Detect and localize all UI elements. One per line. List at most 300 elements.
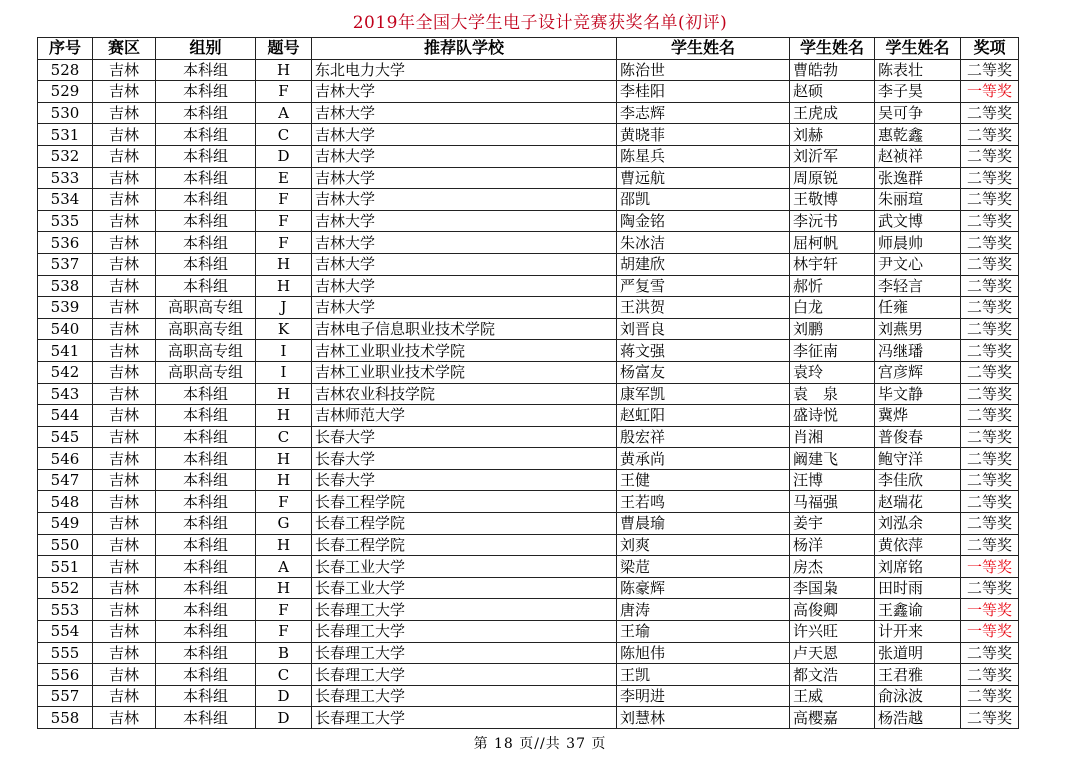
cell-student-3: 王君雅 — [875, 664, 961, 686]
cell-group: 本科组 — [156, 556, 256, 578]
cell-group: 本科组 — [156, 253, 256, 275]
cell-region: 吉林 — [93, 707, 156, 729]
cell-student-1: 康军凯 — [617, 383, 790, 405]
cell-region: 吉林 — [93, 491, 156, 513]
cell-index: 545 — [38, 426, 93, 448]
cell-student-3: 吴可争 — [875, 102, 961, 124]
cell-student-1: 曹远航 — [617, 167, 790, 189]
cell-student-1: 曹晨瑜 — [617, 513, 790, 535]
cell-region: 吉林 — [93, 340, 156, 362]
cell-student-2: 王虎成 — [790, 102, 875, 124]
cell-problem: B — [256, 642, 312, 664]
cell-region: 吉林 — [93, 534, 156, 556]
cell-school: 吉林大学 — [312, 232, 617, 254]
cell-region: 吉林 — [93, 297, 156, 319]
cell-index: 556 — [38, 664, 93, 686]
cell-school: 长春工程学院 — [312, 491, 617, 513]
table-row — [38, 448, 1019, 470]
table-row — [38, 491, 1019, 513]
cell-student-2: 赵硕 — [790, 81, 875, 103]
cell-award: 二等奖 — [961, 513, 1019, 535]
table-row — [38, 59, 1019, 81]
cell-student-1: 陈治世 — [617, 59, 790, 81]
table-row — [38, 513, 1019, 535]
cell-index: 536 — [38, 232, 93, 254]
cell-problem: F — [256, 210, 312, 232]
cell-group: 本科组 — [156, 642, 256, 664]
cell-region: 吉林 — [93, 469, 156, 491]
cell-award: 二等奖 — [961, 232, 1019, 254]
cell-index: 554 — [38, 621, 93, 643]
cell-student-1: 殷宏祥 — [617, 426, 790, 448]
cell-student-1: 李志辉 — [617, 102, 790, 124]
cell-student-3: 武文博 — [875, 210, 961, 232]
cell-region: 吉林 — [93, 664, 156, 686]
cell-group: 本科组 — [156, 707, 256, 729]
cell-student-3: 黄依萍 — [875, 534, 961, 556]
table-row — [38, 685, 1019, 707]
cell-student-1: 陶金铭 — [617, 210, 790, 232]
cell-problem: H — [256, 469, 312, 491]
cell-school: 长春理工大学 — [312, 707, 617, 729]
cell-index: 542 — [38, 361, 93, 383]
cell-student-3: 普俊春 — [875, 426, 961, 448]
cell-student-1: 刘晋良 — [617, 318, 790, 340]
cell-group: 高职高专组 — [156, 340, 256, 362]
cell-problem: I — [256, 361, 312, 383]
cell-school: 吉林大学 — [312, 253, 617, 275]
cell-problem: E — [256, 167, 312, 189]
cell-group: 本科组 — [156, 448, 256, 470]
cell-student-2: 王威 — [790, 685, 875, 707]
cell-group: 本科组 — [156, 513, 256, 535]
cell-region: 吉林 — [93, 81, 156, 103]
cell-award: 二等奖 — [961, 405, 1019, 427]
cell-award: 二等奖 — [961, 318, 1019, 340]
cell-student-2: 周原锐 — [790, 167, 875, 189]
cell-student-3: 毕文静 — [875, 383, 961, 405]
cell-student-1: 邵凯 — [617, 189, 790, 211]
cell-award: 二等奖 — [961, 491, 1019, 513]
cell-student-2: 白龙 — [790, 297, 875, 319]
cell-school: 长春工程学院 — [312, 534, 617, 556]
cell-student-2: 高樱嘉 — [790, 707, 875, 729]
col-header-student-2: 学生姓名 — [790, 38, 875, 60]
cell-index: 551 — [38, 556, 93, 578]
cell-school: 长春理工大学 — [312, 664, 617, 686]
cell-student-1: 王若鸣 — [617, 491, 790, 513]
table-row — [38, 405, 1019, 427]
cell-student-1: 赵虹阳 — [617, 405, 790, 427]
table-row — [38, 189, 1019, 211]
cell-region: 吉林 — [93, 124, 156, 146]
cell-school: 东北电力大学 — [312, 59, 617, 81]
cell-student-3: 张逸群 — [875, 167, 961, 189]
table-row — [38, 426, 1019, 448]
cell-student-1: 李明进 — [617, 685, 790, 707]
table-row — [38, 664, 1019, 686]
cell-index: 528 — [38, 59, 93, 81]
cell-problem: F — [256, 621, 312, 643]
cell-award: 二等奖 — [961, 210, 1019, 232]
cell-problem: H — [256, 577, 312, 599]
cell-index: 557 — [38, 685, 93, 707]
cell-student-1: 胡建欣 — [617, 253, 790, 275]
cell-group: 高职高专组 — [156, 297, 256, 319]
cell-student-2: 刘鹏 — [790, 318, 875, 340]
cell-index: 533 — [38, 167, 93, 189]
cell-student-2: 曹皓勃 — [790, 59, 875, 81]
cell-award: 二等奖 — [961, 707, 1019, 729]
cell-index: 552 — [38, 577, 93, 599]
cell-student-2: 郝忻 — [790, 275, 875, 297]
cell-student-2: 杨洋 — [790, 534, 875, 556]
cell-region: 吉林 — [93, 426, 156, 448]
cell-region: 吉林 — [93, 685, 156, 707]
cell-index: 553 — [38, 599, 93, 621]
cell-school: 吉林工业职业技术学院 — [312, 340, 617, 362]
cell-group: 本科组 — [156, 124, 256, 146]
cell-region: 吉林 — [93, 145, 156, 167]
cell-student-1: 严复雪 — [617, 275, 790, 297]
cell-school: 长春大学 — [312, 469, 617, 491]
cell-student-2: 李沅书 — [790, 210, 875, 232]
table-row — [38, 469, 1019, 491]
cell-group: 本科组 — [156, 210, 256, 232]
cell-problem: G — [256, 513, 312, 535]
cell-award: 二等奖 — [961, 664, 1019, 686]
cell-index: 537 — [38, 253, 93, 275]
cell-student-1: 陈豪辉 — [617, 577, 790, 599]
cell-student-2: 袁玲 — [790, 361, 875, 383]
cell-award: 二等奖 — [961, 297, 1019, 319]
cell-region: 吉林 — [93, 642, 156, 664]
table-row — [38, 577, 1019, 599]
cell-group: 本科组 — [156, 599, 256, 621]
cell-school: 长春理工大学 — [312, 599, 617, 621]
cell-problem: I — [256, 340, 312, 362]
cell-student-2: 袁 泉 — [790, 383, 875, 405]
cell-award: 二等奖 — [961, 642, 1019, 664]
table-row — [38, 318, 1019, 340]
cell-student-3: 刘泓余 — [875, 513, 961, 535]
cell-region: 吉林 — [93, 599, 156, 621]
cell-school: 吉林大学 — [312, 124, 617, 146]
cell-student-3: 田时雨 — [875, 577, 961, 599]
cell-problem: D — [256, 145, 312, 167]
cell-school: 吉林师范大学 — [312, 405, 617, 427]
cell-school: 吉林电子信息职业技术学院 — [312, 318, 617, 340]
cell-school: 长春大学 — [312, 426, 617, 448]
cell-group: 本科组 — [156, 405, 256, 427]
cell-school: 长春大学 — [312, 448, 617, 470]
table-row — [38, 102, 1019, 124]
col-header-region: 赛区 — [93, 38, 156, 60]
table-row — [38, 253, 1019, 275]
cell-group: 本科组 — [156, 664, 256, 686]
cell-problem: C — [256, 426, 312, 448]
cell-school: 长春工程学院 — [312, 513, 617, 535]
cell-student-2: 刘沂军 — [790, 145, 875, 167]
cell-region: 吉林 — [93, 577, 156, 599]
table-header-row — [38, 38, 1019, 60]
cell-student-1: 梁苊 — [617, 556, 790, 578]
cell-student-2: 林宇轩 — [790, 253, 875, 275]
cell-award: 二等奖 — [961, 145, 1019, 167]
cell-problem: F — [256, 491, 312, 513]
cell-group: 本科组 — [156, 621, 256, 643]
cell-problem: H — [256, 59, 312, 81]
cell-problem: H — [256, 448, 312, 470]
table-row — [38, 621, 1019, 643]
cell-student-3: 刘燕男 — [875, 318, 961, 340]
table-row — [38, 556, 1019, 578]
cell-award: 二等奖 — [961, 534, 1019, 556]
cell-group: 本科组 — [156, 59, 256, 81]
col-header-index: 序号 — [38, 38, 93, 60]
table-row — [38, 707, 1019, 729]
cell-school: 吉林工业职业技术学院 — [312, 361, 617, 383]
cell-group: 本科组 — [156, 426, 256, 448]
cell-index: 558 — [38, 707, 93, 729]
cell-region: 吉林 — [93, 405, 156, 427]
cell-group: 本科组 — [156, 534, 256, 556]
table-row — [38, 167, 1019, 189]
cell-award: 一等奖 — [961, 621, 1019, 643]
table-row — [38, 383, 1019, 405]
cell-school: 长春理工大学 — [312, 685, 617, 707]
cell-index: 540 — [38, 318, 93, 340]
cell-award: 二等奖 — [961, 426, 1019, 448]
cell-problem: F — [256, 189, 312, 211]
cell-student-2: 姜宇 — [790, 513, 875, 535]
cell-student-3: 尹文心 — [875, 253, 961, 275]
col-header-group: 组别 — [156, 38, 256, 60]
table-row — [38, 275, 1019, 297]
cell-student-2: 汪博 — [790, 469, 875, 491]
col-header-problem: 题号 — [256, 38, 312, 60]
cell-student-2: 都文浩 — [790, 664, 875, 686]
cell-index: 535 — [38, 210, 93, 232]
cell-problem: C — [256, 664, 312, 686]
cell-student-2: 李国枭 — [790, 577, 875, 599]
cell-student-1: 唐涛 — [617, 599, 790, 621]
table-row — [38, 599, 1019, 621]
cell-student-3: 计开来 — [875, 621, 961, 643]
cell-group: 本科组 — [156, 491, 256, 513]
cell-student-1: 刘慧林 — [617, 707, 790, 729]
cell-index: 550 — [38, 534, 93, 556]
cell-problem: K — [256, 318, 312, 340]
cell-school: 吉林大学 — [312, 189, 617, 211]
cell-student-1: 蒋文强 — [617, 340, 790, 362]
cell-award: 二等奖 — [961, 340, 1019, 362]
cell-problem: A — [256, 102, 312, 124]
page-footer: 第 18 页//共 37 页 — [473, 736, 607, 752]
cell-student-2: 马福强 — [790, 491, 875, 513]
cell-student-3: 鲍守洋 — [875, 448, 961, 470]
cell-group: 高职高专组 — [156, 318, 256, 340]
cell-student-2: 盛诗悦 — [790, 405, 875, 427]
cell-index: 530 — [38, 102, 93, 124]
cell-school: 吉林大学 — [312, 102, 617, 124]
cell-student-1: 王洪贺 — [617, 297, 790, 319]
cell-student-3: 杨浩越 — [875, 707, 961, 729]
cell-award: 二等奖 — [961, 577, 1019, 599]
cell-group: 本科组 — [156, 275, 256, 297]
cell-index: 549 — [38, 513, 93, 535]
cell-student-3: 宫彦辉 — [875, 361, 961, 383]
cell-region: 吉林 — [93, 361, 156, 383]
table-row — [38, 361, 1019, 383]
cell-region: 吉林 — [93, 556, 156, 578]
cell-student-1: 黄承尚 — [617, 448, 790, 470]
cell-student-2: 王敬博 — [790, 189, 875, 211]
cell-award: 二等奖 — [961, 189, 1019, 211]
cell-problem: A — [256, 556, 312, 578]
awards-table — [37, 37, 1019, 729]
cell-student-3: 王鑫谕 — [875, 599, 961, 621]
cell-problem: H — [256, 383, 312, 405]
cell-award: 二等奖 — [961, 102, 1019, 124]
cell-index: 543 — [38, 383, 93, 405]
cell-problem: D — [256, 707, 312, 729]
cell-student-3: 陈表壮 — [875, 59, 961, 81]
cell-region: 吉林 — [93, 448, 156, 470]
cell-student-2: 李征南 — [790, 340, 875, 362]
cell-problem: J — [256, 297, 312, 319]
cell-region: 吉林 — [93, 275, 156, 297]
cell-award: 二等奖 — [961, 383, 1019, 405]
cell-student-1: 陈旭伟 — [617, 642, 790, 664]
cell-award: 二等奖 — [961, 361, 1019, 383]
cell-region: 吉林 — [93, 102, 156, 124]
cell-student-2: 房杰 — [790, 556, 875, 578]
cell-region: 吉林 — [93, 167, 156, 189]
cell-index: 547 — [38, 469, 93, 491]
cell-school: 长春理工大学 — [312, 621, 617, 643]
cell-problem: C — [256, 124, 312, 146]
cell-region: 吉林 — [93, 621, 156, 643]
cell-student-3: 师晨帅 — [875, 232, 961, 254]
cell-student-3: 李轻言 — [875, 275, 961, 297]
cell-award: 一等奖 — [961, 81, 1019, 103]
cell-school: 长春工业大学 — [312, 577, 617, 599]
cell-school: 吉林大学 — [312, 145, 617, 167]
cell-group: 本科组 — [156, 102, 256, 124]
cell-group: 本科组 — [156, 383, 256, 405]
col-header-student-3: 学生姓名 — [875, 38, 961, 60]
cell-student-2: 阚建飞 — [790, 448, 875, 470]
cell-group: 本科组 — [156, 232, 256, 254]
cell-student-3: 朱丽瑄 — [875, 189, 961, 211]
cell-student-1: 黄晓菲 — [617, 124, 790, 146]
cell-index: 532 — [38, 145, 93, 167]
cell-student-3: 赵祯祥 — [875, 145, 961, 167]
cell-group: 本科组 — [156, 189, 256, 211]
cell-school: 吉林农业科技学院 — [312, 383, 617, 405]
cell-student-3: 冯继璠 — [875, 340, 961, 362]
cell-problem: H — [256, 253, 312, 275]
cell-index: 548 — [38, 491, 93, 513]
cell-group: 本科组 — [156, 145, 256, 167]
cell-region: 吉林 — [93, 189, 156, 211]
cell-group: 本科组 — [156, 81, 256, 103]
cell-index: 539 — [38, 297, 93, 319]
cell-student-3: 张道明 — [875, 642, 961, 664]
table-row — [38, 642, 1019, 664]
cell-group: 本科组 — [156, 685, 256, 707]
cell-award: 一等奖 — [961, 556, 1019, 578]
cell-student-3: 刘席铭 — [875, 556, 961, 578]
cell-problem: H — [256, 405, 312, 427]
cell-region: 吉林 — [93, 513, 156, 535]
cell-award: 二等奖 — [961, 59, 1019, 81]
cell-student-2: 许兴旺 — [790, 621, 875, 643]
cell-index: 529 — [38, 81, 93, 103]
page-title: 2019年全国大学生电子设计竞赛获奖名单(初评) — [352, 13, 728, 33]
table-row — [38, 210, 1019, 232]
cell-student-1: 王健 — [617, 469, 790, 491]
cell-student-3: 李佳欣 — [875, 469, 961, 491]
cell-student-3: 俞泳波 — [875, 685, 961, 707]
table-row — [38, 534, 1019, 556]
cell-group: 高职高专组 — [156, 361, 256, 383]
cell-school: 吉林大学 — [312, 210, 617, 232]
cell-award: 二等奖 — [961, 685, 1019, 707]
cell-index: 555 — [38, 642, 93, 664]
cell-index: 544 — [38, 405, 93, 427]
cell-index: 546 — [38, 448, 93, 470]
cell-student-1: 王凯 — [617, 664, 790, 686]
cell-region: 吉林 — [93, 318, 156, 340]
cell-group: 本科组 — [156, 577, 256, 599]
cell-problem: F — [256, 81, 312, 103]
cell-problem: H — [256, 534, 312, 556]
cell-problem: H — [256, 275, 312, 297]
col-header-school: 推荐队学校 — [312, 38, 617, 60]
cell-school: 吉林大学 — [312, 275, 617, 297]
cell-school: 长春工业大学 — [312, 556, 617, 578]
cell-student-1: 朱冰洁 — [617, 232, 790, 254]
cell-student-2: 卢天恩 — [790, 642, 875, 664]
cell-school: 长春理工大学 — [312, 642, 617, 664]
cell-student-2: 刘赫 — [790, 124, 875, 146]
cell-student-3: 惠乾鑫 — [875, 124, 961, 146]
cell-region: 吉林 — [93, 383, 156, 405]
cell-award: 二等奖 — [961, 167, 1019, 189]
cell-award: 二等奖 — [961, 469, 1019, 491]
cell-index: 534 — [38, 189, 93, 211]
cell-student-1: 陈星兵 — [617, 145, 790, 167]
cell-student-1: 李桂阳 — [617, 81, 790, 103]
cell-award: 二等奖 — [961, 253, 1019, 275]
cell-school: 吉林大学 — [312, 81, 617, 103]
col-header-student-1: 学生姓名 — [617, 38, 790, 60]
cell-student-3: 任雍 — [875, 297, 961, 319]
cell-student-3: 赵瑞花 — [875, 491, 961, 513]
cell-index: 538 — [38, 275, 93, 297]
table-row — [38, 81, 1019, 103]
cell-school: 吉林大学 — [312, 297, 617, 319]
table-row — [38, 124, 1019, 146]
cell-student-1: 杨富友 — [617, 361, 790, 383]
col-header-award: 奖项 — [961, 38, 1019, 60]
cell-award: 二等奖 — [961, 448, 1019, 470]
cell-student-3: 冀烨 — [875, 405, 961, 427]
table-row — [38, 297, 1019, 319]
cell-student-1: 刘爽 — [617, 534, 790, 556]
